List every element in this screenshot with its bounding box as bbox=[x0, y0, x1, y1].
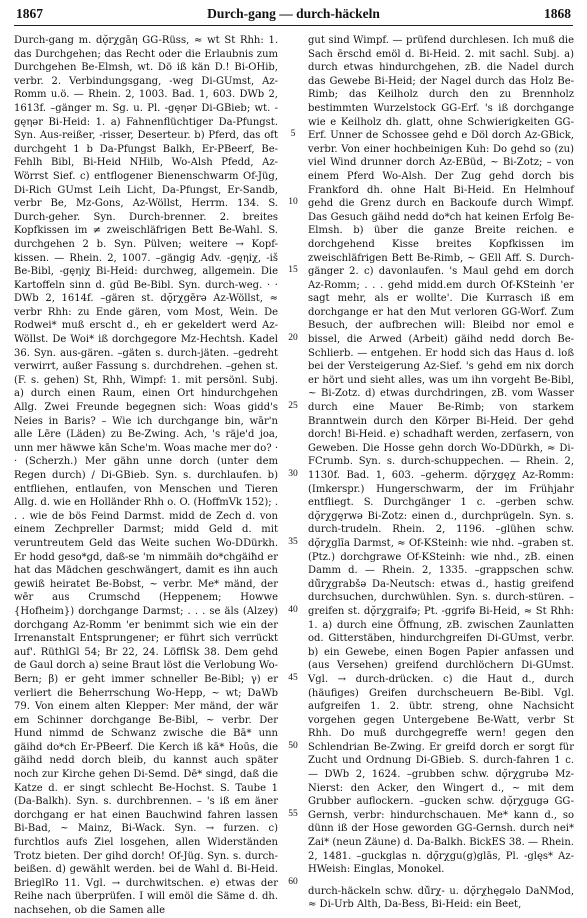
line-number: 10 bbox=[288, 197, 298, 207]
line-number: 25 bbox=[288, 401, 298, 411]
line-number: 40 bbox=[288, 605, 298, 615]
line-number: 50 bbox=[288, 741, 298, 751]
left-column-number: 1867 bbox=[16, 6, 43, 21]
line-number: 30 bbox=[288, 469, 298, 479]
line-number-gutter bbox=[278, 34, 308, 894]
entry-paragraph: gut sind Wimpf. — prüfend durchlesen. Ich muß die Sach ērschd emöl d. Bi-Heid. 2. mit sachl. Subj. a) durch etwas hindurchgehen, zB. die Nadel durch das Gewebe Bi-Heid; der Nagel durch das Holz Be-Rimb; das Keilholz durch den zu Brennholz bestimmten Wurzelstock GG-Erf. 's iß dorchgange wie e Keilholz dh. glatt, ohne Schwierigkeiten GG-Erf. Unner de Schossee gehd e Döl dorch Az-GBick, verbr. Von einer hochbeinigen Kuh: Do gehd so (zu) viel Wind drunner dorch Az-EBüd, ~ Bi-Zotz; – von einem Pferd Wo-Alsh. Der Zug gehd dorch bis Frankford dh. ohne Halt Bi-Heid. En Helmhouf gehd die Grenz durch en Backoufe durch Wimpf. Das Gesuch gäihd nedd do*ch hat keinen Erfolg Be-Elmsh. b) über die ganze Breite reichen. e dorchgehend Kisse breites Kopfkissen im zweischläfrigen Bett Be-Rimb, ~ GEll Aff. S. Durch-gänger 2. c) davonlaufen. 's Maul gehd em dorch Az-Romm; . . . gehd midd.em durch Of-KSteinh 'er sagt mehr, als er wollte'. Die Kurrasch iß em dorchgange er hat den Mut verloren GG-Worf. Zum Besuch, der aufbrechen will: Bleibd nor emol e bissel, die Arwed (Arbeit) gäihd nedd dorch Be-Schlierb. — entgehen. Er hodd sich das Haus d. loß bei der Versteigerung Az-Sief. 's gehd em nix dorch er hört und sieht alles, was um ihn vorgeht Be-Bibl, ~ Bi-Zotz. d) etwas durchdringen, zB. vom Wasser durch eine Mauer Be-Rimb; von starkem Branntwein durch den Körper Bi-Heid. Der gehd dorch! Bi-Heid. e) schadhaft werden, zerfasern, von Geweben. Die Hosse gehn dorch Wo-DDürkh, ≈ Di-FCrumb. Syn. s. durch-schuppechen. — Rhein. 2, 1130f. Bad. 1, 603. –geherm. dǫ̆rχgęχ Az-Romm: (Imkerspr.) Hungerschwarm, der im Frühjahr entfliegt. S. Durchgänger 1 c. –gerben schw. dǫ̆rχgęrwə Bi-Zotz: einen d., durchprügeln. Syn. s. durch-trudeln. Rhein. 2, 1196. –glühen schw. dǫ̆rχglīa Darmst, ≈ Of-KSteinh: wie nhd. –graben st. (Ptz.) dorchgrawe Of-KSteinh: wie nhd., zB. einen Damm d. — Rhein. 2, 1335. –grappschen schw. dǔ̈rχgrabšə Da-Neutsch: etwas d., hastig greifend durchsuchen, durchwühlen. Syn. s. durch-stüren. –greifen st. dǫ̆rχgraifə; Pt. -ggrifə Bi-Heid, ≈ St Rhh: 1. a) durch eine Öffnung, zB. zwischen Zaunlatten od. Gitterstäben, hindurchgreifen Di-GUmst, verbr. b) ein Gewebe, einen Bogen Papier anfassen und (aus Versehen) greifend durchlöchern Di-GUmst. Vgl. → durch-drücken. c) die Haut d., durch (häufiges) Greifen durchscheuern Be-Bibl. Vgl. aufgreifen 1. 2. übtr. streng, ohne Nachsicht vorgehen gegen Untergebene Be-Watt, verbr St Rhh. Do muß durchgegreffe wern! gegen den Schlendrian Be-Zwing. Er greifd dorch er sorgt für Zucht und Ordnung Di-GBieb. S. durch-fahren 1 c. — DWb 2, 1624. –grubben schw. dǫ̆rχgrubə Mz-Nierst: den Acker, den Wingert d., ~ mit dem Grubber auflockern. –gucken schw. dǫ̆rχgugə GG-Gernsh, verbr: hindurchschauen. Me* kann d., so dünn iß der Hose geworden GG-Gernsh. durch nei* Zai* (neun Zäune) d. Da-Balkh. BickES 38. — Rhein. 2, 1481. –guckglas n. dǫ̆rχgu(g)glās, Pl. -glęs* Az-HWeish: Einglas, Monokel. bbox=[308, 35, 574, 876]
right-column-number: 1868 bbox=[544, 6, 571, 21]
line-number: 45 bbox=[288, 673, 298, 683]
left-text-column bbox=[14, 34, 278, 916]
entry-paragraph: Durch-gang m. dǫ̆rχgāη GG-Rüss, ≈ wt St Rhh: 1. das Durchgehen; das Recht oder die Erlaubnis zum Durchgehen Be-Elmsh, wt. Dö iß kän D.! Bi-OHib, verbr. 2. Verbindungsgang, -weg Di-GUmst, Az-Romm u.ö. — Rhein. 2, 1003. Bad. 1, 603. DWb 2, 1613f. –gänger m. Sg. u. Pl. -gęηər Di-GBieb; wt. -gęηər Bi-Heid: 1. a) Fahnenflüchtiger Da-Pfungst. Syn. Aus-reißer, -risser, Deserteur. b) Pferd, das oft durchgeht 1 b Da-Pfungst Balkh, Er-PBeerf, Be-Fehlh Bibl, Bi-Heid NHilb, Wo-Alsh Pfedd, Az-Wörrst Sief. c) entflogener Bienenschwarm Of-Jüg, Di-Rich GUmst Leih Licht, Da-Pfungst, Er-Sandb, verbr Be, Mz-Gons, Az-Wöllst, Herrm. 134. S. Durch-geher. Syn. Durch-brenner. 2. breites Kopfkissen im ≠ zweischläfrigen Bett Be-Wahl. S. durchgehen 2 b. Syn. Pülven; weitere → Kopf-kissen. — Rhein. 2, 1007. –gängig Adv. -gęηiχ, -iš Be-Bibl, -gęηiχ Bi-Heid: durchweg, allgemein. Die Kartoffeln sinn d. gūd Be-Bibl. Syn. durch-weg. · · DWb 2, 1614f. –gären st. dǫ̆rχgērə Az-Wöllst, ≈ verbr Rhh: zu Ende gären, vom Most, Wein. De Rodwei* muß erscht d., eh er gekeldert werd Az-Wöllst. De Woi* iß dorchgegore Mz-Hechtsh. Kadel 36. Syn. aus-gären. –gäten s. durch-jäten. –gedreht verwirrt, außer Fassung s. durchdrehen. –gehen st. (F. s. gehen) St, Rhh, Wimpf: 1. mit persönl. Subj. a) durch einen Raum, einen Ort hindurchgehen Allg. Zwei Freunde begegnen sich: Woas gidd's Neies in Baris? – Wie ich durchgange bin, wār'n alle Lēre (Läden) zu Be-Zwing. Ach, 's räje'd joa, unn mer häwwe kān Sche'm. Woas mache mer do? · · (Scherzh.) Mer gähn unne dorch (unter dem Regen durch) / Di-GBieb. Syn. s. durchlaufen. b) entfliehen, entlaufen, von Menschen und Tieren Allg. d. wie en Holländer Rhh o. O. (HoffmVk 152); . . . wie de bös Feind Darmst. midd de Zech d. von einem Zechpreller Darmst; midd Geld d. mit veruntreutem Geld das Weite suchen Wo-DDürkh. Er hodd geso*gd, daß-se 'm nimmäih do*chgäiħd er hat das Mädchen geschwängert, damit es ihn auch gewiß heiratet Be-Bobst, ~ verbr. Me* mänd, der wēr aus Crumschd (Heppenem; Howwe {Hofheim}) dorchgange Darmst; . . . se äls (Alzey) dorchgang Az-Romm 'er benimmt sich wie ein der Irrenanstalt Entsprungener; er führt sich verrückt auf'. RüthlGl 54; Br 22, 24. LöfflSk 38. Dem gehd de Gaul dorch a) seine Braut löst die Verlobung Wo-Bern; β) er geht immer schneller Be-Bibl; γ) er verliert die Beherrschung Wo-Hepp, ~ wt; DaWb 79. Von einem alten Klepper: Mer mänd, der wär em Schinner dorchgange Be-Bibl, ~ verbr. Der Hund nimmd de Schwanz zwische die Bā* unn gäihd do*ch Er-PBeerf. Die Kerch iß kā* Hoūs, die gäihd nedd dorch bleib, du kannst auch später noch zur Kirche gehen Di-Semd. Dē* singd, daß die Katze d. er singt schlecht Be-Hochst. S. Taube 1 (Da-Balkh). Syn. s. durchbrennen. – 's iß em äner dorchgang er hat einen Bauchwind fahren lassen Bi-Bad, ~ Mainz, Bi-Wack. Syn. → furzen. c) furchtlos aufs Ziel losgehen, allen Widerständen Trotz bieten. Der gihd dorch! Of-Jüg. Syn. s. durch-beißen. d) gewählt werden. bei de Wahl d. Bi-Heid. BrieglRo 11. Vgl. → durchwitschen. e) etwas der Reihe nach überprüfen. I will emöl die Säme d. dh. nachsehen, ob die Samen alle bbox=[14, 35, 278, 916]
line-number: 15 bbox=[288, 265, 298, 275]
line-number: 60 bbox=[288, 877, 298, 887]
right-text-column bbox=[308, 34, 574, 911]
entry-paragraph: durch-häckeln schw. dǔ̈rχ- u. dǫ̆rχhęgəlo DaNMod, ≈ Di-Urb Alth, Da-Bess, Bi-Heid: ein Beet, bbox=[308, 885, 574, 911]
line-number: 55 bbox=[288, 809, 298, 819]
page-header bbox=[16, 6, 571, 22]
header-rule bbox=[14, 25, 573, 26]
line-number: 35 bbox=[288, 537, 298, 547]
running-title: Durch-gang — durch-häckeln bbox=[207, 6, 380, 21]
line-number: 5 bbox=[290, 129, 296, 139]
line-number: 20 bbox=[288, 333, 298, 343]
